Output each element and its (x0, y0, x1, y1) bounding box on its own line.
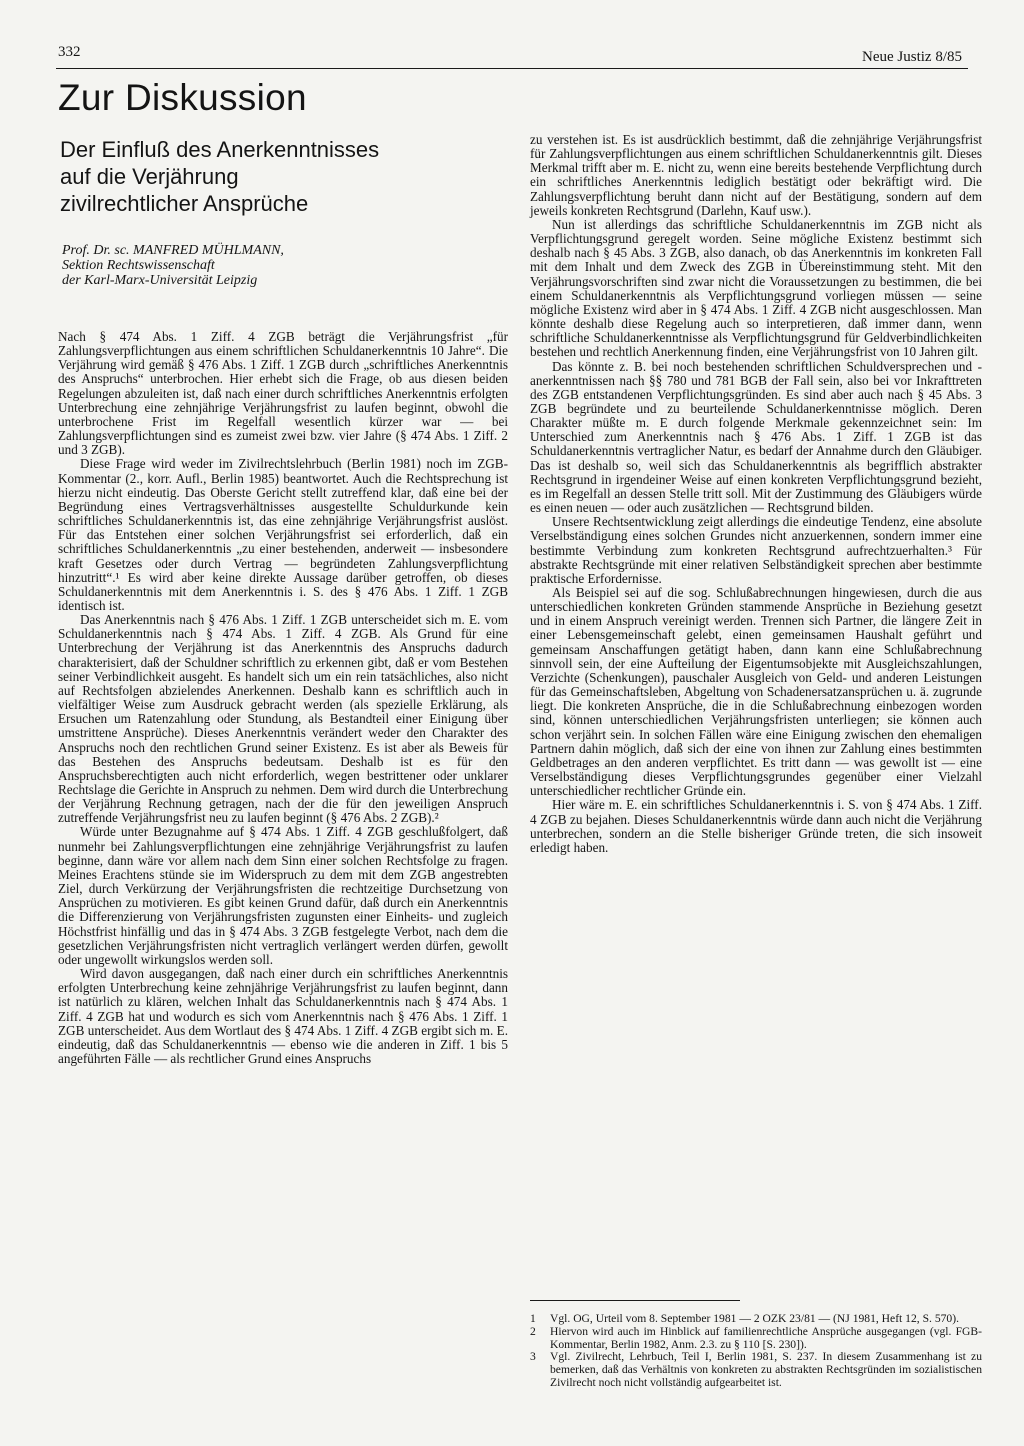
article-title-line: zivilrechtlicher Ansprüche (60, 191, 309, 216)
paragraph: Das könnte z. B. bei noch bestehenden schriftlichen Schuldversprechen und -anerkenntnissen nach §§ 780 und 781 BGB der Fall sein, also bei vor Inkrafttreten des ZGB entstandenen Verpflichtungsgründen. Es sind aber auch nach § 45 Abs. 3 ZGB begründete und zu beurteilende Schuldanerkenntnisse möglich. Deren Charakter müßte m. E durch folgende Merkmale gekennzeichnet sein: Im Unterschied zum Anerkenntnis nach § 476 Abs. 1 Ziff. 1 ZGB ist das Schuldanerkenntnis vertraglicher Natur, es bedarf der Annahme durch den Gläubiger. Das ist deshalb so, weil sich das Schuldanerkenntnis als begrifflich abstrakter Rechtsgrund in irgendeiner Weise auf einen konkreten Verpflichtungsgrund bezieht, es im Regelfall an dessen Stelle tritt soll. Mit der Zustimmung des Gläubigers würde es einen neuen — oder auch zusätzlichen — Rechtsgrund bilden. (530, 358, 982, 516)
author-byline (62, 243, 482, 288)
paragraph: Hier wäre m. E. ein schriftliches Schuldanerkenntnis i. S. von § 474 Abs. 1 Ziff. 4 ZGB zu bejahen. Dieses Schuldanerkenntnis würde dann auch nicht die Verjährung unterbrechen, sondern an die Stelle bisheriger Gründe treten, die sich insoweit erledigt haben. (530, 797, 982, 855)
paragraph: Diese Frage wird weder im Zivilrechtslehrbuch (Berlin 1981) noch im ZGB-Kommentar (2., korr. Aufl., Berlin 1985) beantwortet. Auch die Rechtsprechung ist hierzu nicht eindeutig. Das Oberste Gericht stellt zutreffend klar, daß eine bei der Begründung eines Vertragsverhältnisses ausgestellte Schuldurkunde kein schriftliches Schuldanerkenntnis ist, das eine zehnjährige Verjährungsfrist auslöst. Für das Entstehen einer solchen Verjährungsfrist sei erforderlich, daß ein schriftliches Schuldanerkenntnis „zu einer bestehenden, anderweit — insbesondere kraft Gesetzes oder durch Vertrag — begründeten Zahlungsverpflichtung hinzutritt“.¹ Es wird aber keine direkte Aussage darüber getroffen, ob dieses Schuldanerkenntnis mit dem Anerkenntnis i. S. des § 476 Abs. 1 Ziff. 1 ZGB identisch ist. (58, 456, 508, 613)
header-rule (56, 68, 968, 69)
footnote (530, 1313, 982, 1326)
footnote-text: Vgl. Zivilrecht, Lehrbuch, Teil I, Berlin 1981, S. 237. In diesem Zusammenhang ist zu bemerken, daß das Verhältnis von konkreten zu abstrakten Rechtsgründen im sozialistischen Zivilrecht noch nicht vollständig aufgearbeitet ist. (550, 1350, 982, 1389)
footnote-rule (530, 1300, 740, 1301)
paragraph: Das Anerkenntnis nach § 476 Abs. 1 Ziff. 1 ZGB unterscheidet sich m. E. vom Schuldanerkenntnis nach § 474 Abs. 1 Ziff. 4 ZGB. Als Grund für eine Unterbrechung der Verjährung ist das Anerkenntnis des Anspruchs dadurch charakterisiert, daß der Schuldner schriftlich zu erkennen gibt, daß er vom Bestehen seiner Verbindlichkeit ausgeht. Es handelt sich um ein rein tatsächliches, also nicht auf Rechtsfolgen abzielendes Anerkennen. Deshalb kann es schriftlich auch in vielfältiger Weise zum Ausdruck gebracht werden (als spezielle Erklärung, als Ersuchen um Ratenzahlung oder Stundung, als Bestandteil einer Einigung über umstrittene Ansprüche). Dieses Anerkenntnis verändert weder den Charakter des Anspruchs noch den rechtlichen Grund seiner Existenz. Es ist aber als Beweis für das Bestehen des Anspruchs bedeutsam. Deshalb ist es für den Anspruchsberechtigten auch nicht erforderlich, wegen bestrittener oder unklarer Rechtslage die Gerichte in Anspruch zu nehmen. Dem wird durch die Unterbrechung der Verjährung Rechnung getragen, nach der die für den jeweiligen Anspruch zutreffende Verjährungsfrist neu zu laufen beginnt (§ 476 Abs. 2 ZGB).² (58, 612, 508, 826)
footnote (530, 1326, 982, 1352)
footnote-number: 1 (530, 1312, 536, 1325)
paragraph: Würde unter Bezugnahme auf § 474 Abs. 1 Ziff. 4 ZGB geschlußfolgert, daß nunmehr bei Zahlungsverpflichtungen eine zehnjährige Verjährungsfrist zu laufen beginne, dann wäre vor allem nach dem Sinn einer solchen Rechtsfolge zu fragen. Meines Erachtens stünde sie im Widerspruch zu dem mit dem ZGB angestrebten Ziel, durch Verkürzung der Verjährungsfristen die rechtzeitige Durchsetzung von Ansprüchen zu motivieren. Es gibt keinen Grund dafür, daß durch ein Anerkenntnis die Differenzierung von Verjährungsfristen zugunsten einer Einheits- und zugleich Höchstfrist hinfällig und das in § 474 Abs. 3 ZGB festgelegte Verbot, nach dem die gesetzlichen Verjährungsfristen nicht vertraglich verlängert werden dürfen, gewollt oder ungewollt wirkungslos werden soll. (58, 824, 508, 967)
article-title-line: Der Einfluß des Anerkenntnisses (60, 137, 380, 162)
section-title: Zur Diskussion (58, 77, 307, 118)
article-title-line: auf die Verjährung (60, 164, 239, 189)
paragraph: Nun ist allerdings das schriftliche Schuldanerkenntnis im ZGB nicht als Verpflichtungsgrund geregelt worden. Seine mögliche Existenz bestimmt sich deshalb nach § 45 Abs. 3 ZGB, also danach, ob das Anerkenntnis im konkreten Fall mit dem Inhalt und dem Zweck des ZGB in Übereinstimmung steht. Mit den Verjährungsvorschriften sind zwar nicht die Voraussetzungen zu bestimmen, die bei einem Schuldanerkenntnis als Verpflichtungsgrund vorliegen müssen — seine mögliche Existenz wird aber in § 474 Abs. 1 Ziff. 4 ZGB nicht ausgeschlossen. Man könnte deshalb diese Regelung auch so interpretieren, daß immer dann, wenn schriftliche Schuldanerkenntnisse als Verpflichtungsgrund für Geldverbindlichkeiten bestehen und rechtlich Anerkennung finden, eine Verjährungsfrist von 10 Jahren gilt. (530, 216, 982, 360)
page-number: 332 (58, 44, 81, 60)
footnote-number: 2 (530, 1324, 536, 1338)
footnote (530, 1351, 982, 1389)
right-column (530, 133, 982, 855)
footnote-number: 3 (530, 1350, 536, 1364)
paragraph: zu verstehen ist. Es ist ausdrücklich bestimmt, daß die zehnjährige Verjährungsfrist für Zahlungsverpflichtungen aus einem schriftlichen Schuldanerkenntnis gilt. Dieses Merkmal trifft aber m. E. nicht zu, wenn eine bereits bestehende Verpflichtung durch ein schriftliches Anerkenntnis lediglich bestätigt oder bekräftigt wird. Die Zahlungsverpflichtung beruht dann nicht auf der Bestätigung, sondern auf dem jeweils konkreten Rechtsgrund (Darlehn, Kauf usw.). (530, 132, 982, 218)
author-name: Prof. Dr. sc. MANFRED MÜHLMANN, (62, 243, 284, 258)
footnote-text: Hiervon wird auch im Hinblick auf familienrechtliche Ansprüche ausgegangen (vgl. FGB-Kommentar, Berlin 1982, Anm. 2.3. zu § 110 [S. 230]). (550, 1324, 982, 1351)
article-title (60, 136, 460, 217)
author-department: Sektion Rechtswissenschaft (62, 258, 215, 273)
paragraph: Als Beispiel sei auf die sog. Schlußabrechnungen hingewiesen, durch die aus unterschiedlichen konkreten Gründen stammende Ansprüche in Beziehung gesetzt und in einem Anspruch vereinigt werden. Trennen sich Partner, die längere Zeit in einer Lebensgemeinschaft gelebt, einen gemeinsamen Haushalt geführt und gemeinsam Anschaffungen getätigt haben, dann kann eine Schlußabrechnung sinnvoll sein, der eine Aufteilung der Eigentumsobjekte mit Ausgleichszahlungen, Verzichte (Schenkungen), pauschaler Ausgleich von Geld- und anderen Leistungen für das Gemeinschaftsleben, Abgeltung von Schadenersatzansprüchen u. ä. zugrunde liegt. Die konkreten Ansprüche, die in die Schlußabrechnung einbezogen worden sind, können unterschiedlichen Verjährungsfristen unterliegen; sie können auch schon verjährt sein. In solchen Fällen wäre eine Einigung zwischen den ehemaligen Partnern dahin möglich, daß sich der eine von ihnen zur Zahlung eines bestimmten Geldbetrages an den anderen verpflichtet. Es tritt dann — was gewollt ist — eine Verselbständigung dieses Verpflichtungsgrundes gegenüber einer Vielzahl unterschiedlicher rechtlicher Gründe ein. (530, 585, 982, 799)
footnotes (530, 1300, 982, 1390)
paragraph: Nach § 474 Abs. 1 Ziff. 4 ZGB beträgt die Verjährungsfrist „für Zahlungsverpflichtungen aus einem schriftlichen Schuldanerkenntnis 10 Jahre“. Die Verjährung wird gemäß § 476 Abs. 1 Ziff. 1 ZGB durch „schriftliches Anerkenntnis des Anspruchs“ unterbrochen. Hier erhebt sich die Frage, ob aus diesen beiden Regelungen abzuleiten ist, daß nach einer durch schriftliches Anerkenntnis erfolgten Unterbrechung eine zehnjährige Verjährungsfrist zu laufen beginnt, obwohl die unterbrochene Frist im Regelfall wesentlich kürzer war — bei Zahlungsverpflichtungen sind es zumeist zwei bzw. vier Jahre (§ 474 Abs. 1 Ziff. 2 und 3 ZGB). (58, 329, 508, 458)
paragraph: Unsere Rechtsentwicklung zeigt allerdings die eindeutige Tendenz, eine absolute Verselbständigung eines solchen Grundes nicht anzuerkennen, sondern immer eine bestimmte Verbindung zum konkreten Rechtsgrund aufrechtzuerhalten.³ Für abstrakte Rechtsgründe mit einer relativen Selbständigkeit sprechen aber bestimmte praktische Erfordernisse. (530, 514, 982, 586)
paragraph: Wird davon ausgegangen, daß nach einer durch ein schriftliches Anerkenntnis erfolgten Unterbrechung keine zehnjährige Verjährungsfrist zu laufen beginnt, dann ist natürlich zu klären, welchen Inhalt das Schuldanerkenntnis nach § 474 Abs. 1 Ziff. 4 ZGB hat und wodurch es sich vom Anerkenntnis nach § 476 Abs. 1 Ziff. 1 ZGB unterscheidet. Aus dem Wortlaut des § 474 Abs. 1 Ziff. 4 ZGB ergibt sich m. E. eindeutig, daß das Schuldanerkenntnis — ebenso wie die anderen in Ziff. 1 bis 5 angeführten Fälle — als rechtlicher Grund eines Anspruchs (58, 966, 508, 1066)
footnote-text: Vgl. OG, Urteil vom 8. September 1981 — 2 OZK 23/81 — (NJ 1981, Heft 12, S. 570). (550, 1312, 959, 1325)
left-column (58, 330, 508, 1066)
journal-issue: Neue Justiz 8/85 (862, 49, 962, 65)
author-university: der Karl-Marx-Universität Leipzig (62, 273, 258, 288)
